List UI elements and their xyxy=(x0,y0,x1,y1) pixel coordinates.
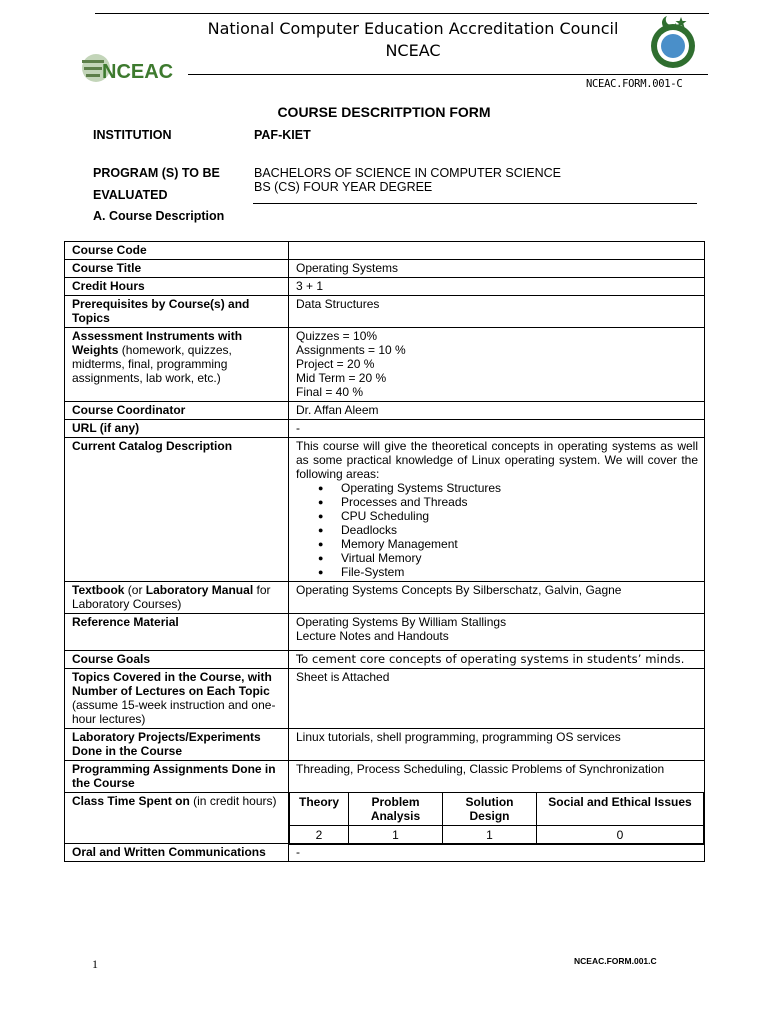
section-a-heading: A. Course Description xyxy=(93,209,225,223)
value-solution-design: 1 xyxy=(443,826,537,845)
row-assessment xyxy=(65,328,705,402)
assessment-label-detail: (homework, quizzes, midterms, final, programming assignments, lab work, etc.) xyxy=(72,343,232,385)
row-topics xyxy=(65,669,705,729)
row-programming xyxy=(65,761,705,793)
list-item: ● Virtual Memory xyxy=(341,551,698,565)
program-label-line1: PROGRAM (S) TO BE xyxy=(93,166,220,180)
institution-label: INSTITUTION xyxy=(93,128,172,142)
logo-text: NCEAC xyxy=(102,61,174,83)
header-rule-top xyxy=(95,13,709,14)
textbook-label-or: (or xyxy=(124,583,146,597)
reference-value xyxy=(289,614,705,651)
header-social-ethical: Social and Ethical Issues xyxy=(537,793,704,826)
row-url xyxy=(65,420,705,438)
url-value: - xyxy=(289,420,705,438)
course-title-label: Course Title xyxy=(72,261,142,275)
reference-label: Reference Material xyxy=(72,615,179,629)
row-course-code xyxy=(65,242,705,260)
goals-label: Course Goals xyxy=(72,652,151,666)
topics-value: Sheet is Attached xyxy=(289,669,705,729)
catalog-intro: This course will give the theoretical concepts in operating systems as well as some practical knowledge of Linux operating system. We will cover the following areas: xyxy=(296,439,698,481)
credit-hours-label: Credit Hours xyxy=(72,279,145,293)
reference-line: Operating Systems By William Stallings xyxy=(296,615,507,629)
list-item: ● Memory Management xyxy=(341,537,698,551)
header-solution-design: Solution Design xyxy=(443,793,537,826)
row-coordinator xyxy=(65,402,705,420)
course-code-label: Course Code xyxy=(72,243,147,257)
catalog-areas-list xyxy=(296,481,698,579)
program-value-line1: BACHELORS OF SCIENCE IN COMPUTER SCIENCE xyxy=(254,166,561,180)
row-textbook xyxy=(65,582,705,614)
hec-emblem xyxy=(643,12,703,72)
topics-label-detail: (assume 15-week instruction and one-hour lectures) xyxy=(72,698,276,726)
row-course-title xyxy=(65,260,705,278)
class-time-breakdown xyxy=(289,793,705,844)
header-rule-bottom xyxy=(188,74,708,75)
row-lab xyxy=(65,729,705,761)
textbook-value: Operating Systems Concepts By Silberschatz, Galvin, Gagne xyxy=(289,582,705,614)
list-item: ● File-System xyxy=(341,565,698,579)
coordinator-label: Course Coordinator xyxy=(72,403,186,417)
row-credit-hours xyxy=(65,278,705,296)
assessment-item: Project = 20 % xyxy=(296,357,375,371)
class-time-header-row xyxy=(290,793,704,826)
oral-label: Oral and Written Communications xyxy=(72,845,266,859)
assessment-item: Assignments = 10 % xyxy=(296,343,406,357)
goals-value: To cement core concepts of operating systems in students’ minds. xyxy=(289,651,705,669)
course-title-value: Operating Systems xyxy=(289,260,705,278)
header-theory: Theory xyxy=(290,793,349,826)
catalog-description xyxy=(289,438,705,582)
reference-line: Lecture Notes and Handouts xyxy=(296,629,449,643)
course-code-value xyxy=(289,242,705,260)
header-problem-analysis: Problem Analysis xyxy=(349,793,443,826)
textbook-label: Textbook xyxy=(72,583,125,597)
row-catalog xyxy=(65,438,705,582)
nceac-logo xyxy=(78,48,183,88)
form-title: COURSE DESCRITPTION FORM xyxy=(277,104,491,120)
assessment-weights xyxy=(289,328,705,402)
assessment-item: Mid Term = 20 % xyxy=(296,371,387,385)
form-reference-bottom: NCEAC.FORM.001.C xyxy=(574,956,657,966)
programming-label: Programming Assignments Done in the Course xyxy=(72,762,276,790)
list-item: ● Deadlocks xyxy=(341,523,698,537)
lab-manual-label: Laboratory Manual xyxy=(145,583,254,597)
class-time-table xyxy=(289,792,704,845)
list-item: ● Processes and Threads xyxy=(341,495,698,509)
course-description-table xyxy=(64,241,705,862)
list-item: ● CPU Scheduling xyxy=(341,509,698,523)
assessment-label: Assessment Instruments with Weights xyxy=(72,329,243,357)
class-time-label: Class Time Spent on xyxy=(72,794,190,808)
value-problem-analysis: 1 xyxy=(349,826,443,845)
coordinator-value: Dr. Affan Aleem xyxy=(289,402,705,420)
row-prerequisites xyxy=(65,296,705,328)
value-theory: 2 xyxy=(290,826,349,845)
org-name: National Computer Education Accreditation Council xyxy=(207,19,619,38)
row-class-time xyxy=(65,793,705,844)
programming-value: Threading, Process Scheduling, Classic Problems of Synchronization xyxy=(289,761,705,793)
prerequisites-label: Prerequisites by Course(s) and Topics xyxy=(72,297,250,325)
institution-value: PAF-KIET xyxy=(254,128,311,142)
credit-hours-value: 3 + 1 xyxy=(289,278,705,296)
assessment-item: Final = 40 % xyxy=(296,385,364,399)
lab-value: Linux tutorials, shell programming, programming OS services xyxy=(289,729,705,761)
row-goals xyxy=(65,651,705,669)
row-reference xyxy=(65,614,705,651)
class-time-label-detail: (in credit hours) xyxy=(189,794,277,808)
program-label-line2: EVALUATED xyxy=(93,188,168,202)
catalog-label: Current Catalog Description xyxy=(72,439,233,453)
class-time-values-row xyxy=(290,826,704,845)
url-label: URL (if any) xyxy=(72,421,140,435)
form-reference-top: NCEAC.FORM.001-C xyxy=(586,78,683,90)
textbook-label-detail: for Laboratory Courses) xyxy=(72,583,271,611)
assessment-item: Quizzes = 10% xyxy=(296,329,378,343)
topics-label: Topics Covered in the Course, with Number of Lectures on Each Topic xyxy=(72,670,272,698)
oral-value: - xyxy=(289,844,705,862)
value-social-ethical: 0 xyxy=(537,826,704,845)
program-underline xyxy=(253,203,697,204)
header-title xyxy=(188,18,638,62)
list-item: ● Operating Systems Structures xyxy=(341,481,698,495)
org-abbr: NCEAC xyxy=(385,41,441,60)
lab-label: Laboratory Projects/Experiments Done in the Course xyxy=(72,730,261,758)
program-value-line2: BS (CS) FOUR YEAR DEGREE xyxy=(254,180,433,194)
prerequisites-value: Data Structures xyxy=(289,296,705,328)
page-number: 1 xyxy=(92,957,98,971)
row-oral xyxy=(65,844,705,862)
